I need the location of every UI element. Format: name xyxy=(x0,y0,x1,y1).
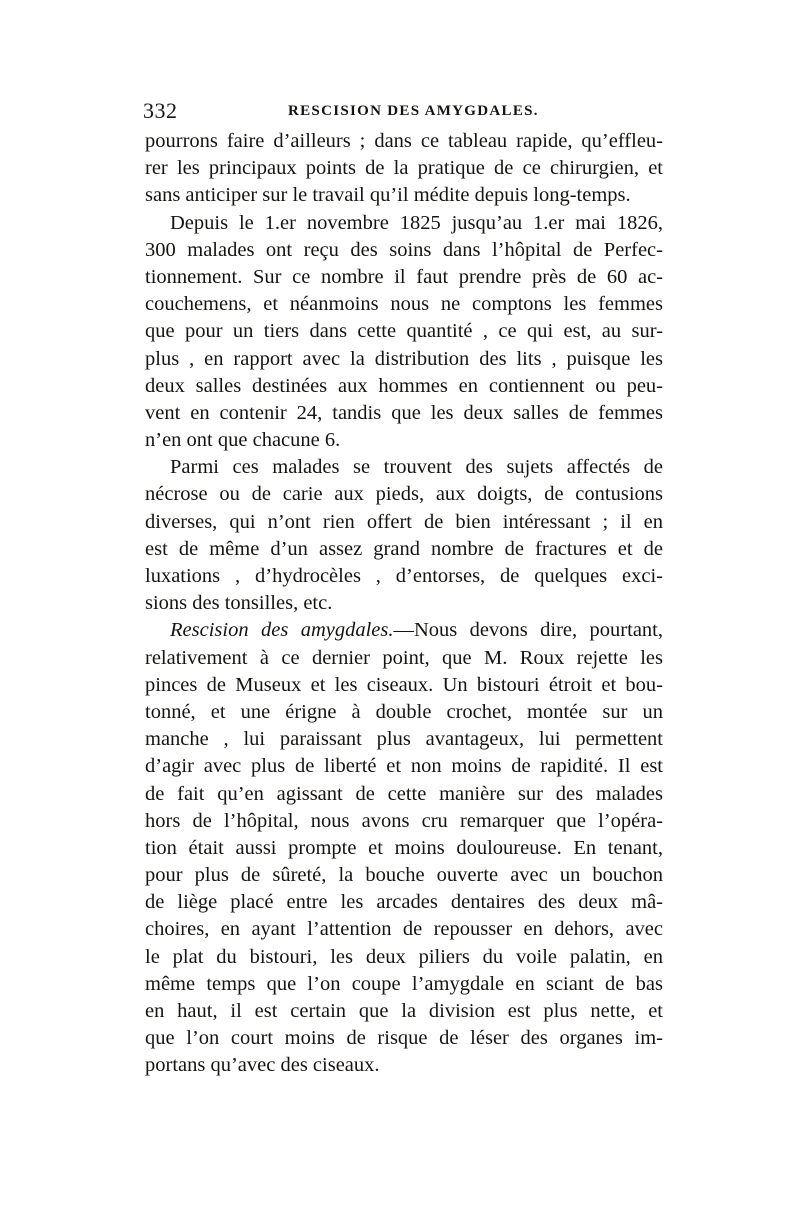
text-line: nécrose ou de carie aux pieds, aux doigts, de contusions xyxy=(145,483,663,506)
section-heading: Rescision des amygdales. xyxy=(170,619,394,642)
text-line: choires, en ayant l’attention de repousser en dehors, avec xyxy=(145,918,663,941)
text-line: tion était aussi prompte et moins douloureuse. En tenant, xyxy=(145,836,663,859)
text-line: rer les principaux points de la pratique de ce chirurgien, et xyxy=(145,157,663,180)
text-line: est de même d’un assez grand nombre de fractures et de xyxy=(145,537,663,560)
page-number: 332 xyxy=(143,98,178,123)
text-line: n’en ont que chacune 6. xyxy=(145,429,341,452)
text-line: pour plus de sûreté, la bouche ouverte avec un bouchon xyxy=(145,864,663,887)
text-line: de fait qu’en agissant de cette manière sur des malades xyxy=(145,782,663,805)
page-header xyxy=(143,98,663,124)
text-line: même temps que l’on coupe l’amygdale en sciant de bas xyxy=(145,972,663,995)
text-line: hors de l’hôpital, nous avons cru remarquer que l’opéra- xyxy=(145,809,663,832)
text-line: pinces de Museux et les ciseaux. Un bistouri étroit et bou- xyxy=(145,673,663,696)
text-line: 300 malades ont reçu des soins dans l’hôpital de Perfec- xyxy=(145,238,663,261)
text-line: d’agir avec plus de liberté et non moins de rapidité. Il est xyxy=(145,755,663,778)
body-text xyxy=(145,128,663,1080)
text-line: portans qu’avec des ciseaux. xyxy=(145,1054,380,1077)
text-line: plus , en rapport avec la distribution des lits , puisque les xyxy=(145,347,663,370)
text-line: pourrons faire d’ailleurs ; dans ce tableau rapide, qu’effleu- xyxy=(145,130,663,152)
text-line: manche , lui paraissant plus avantageux, lui permettent xyxy=(145,728,663,751)
text-line: deux salles destinées aux hommes en contiennent ou peu- xyxy=(145,374,663,397)
text-line: sions des tonsilles, etc. xyxy=(145,592,333,615)
text-line: tionnement. Sur ce nombre il faut prendre près de 60 ac- xyxy=(145,265,663,288)
text-line: relativement à ce dernier point, que M. Roux rejette les xyxy=(145,646,663,669)
text-line: le plat du bistouri, les deux piliers du voile palatin, en xyxy=(145,945,663,968)
text-line: que l’on court moins de risque de léser des organes im- xyxy=(145,1027,663,1050)
text-line: de liège placé entre les arcades dentaires des deux mâ- xyxy=(145,891,663,914)
text-line: tonné, et une érigne à double crochet, montée sur un xyxy=(145,700,663,723)
text-line: Parmi ces malades se trouvent des sujets affectés de xyxy=(170,456,663,479)
text-line: en haut, il est certain que la division est plus nette, et xyxy=(145,1000,663,1022)
text-line: diverses, qui n’ont rien offert de bien intéressant ; il en xyxy=(145,510,663,533)
text-line: sans anticiper sur le travail qu’il médite depuis long-temps. xyxy=(145,184,631,207)
text-line: couchemens, et néanmoins nous ne comptons les femmes xyxy=(145,293,663,316)
text-line: Depuis le 1.er novembre 1825 jusqu’au 1.er mai 1826, xyxy=(170,211,663,234)
text-line: que pour un tiers dans cette quantité , ce qui est, au sur- xyxy=(145,320,663,343)
text-line: vent en contenir 24, tandis que les deux salles de femmes xyxy=(145,401,663,424)
running-title: RESCISION DES AMYGDALES. xyxy=(288,103,539,119)
text-line xyxy=(145,617,663,644)
text-run: —Nous devons dire, pourtant, xyxy=(393,619,663,642)
text-line: luxations , d’hydrocèles , d’entorses, de quelques exci- xyxy=(145,565,663,587)
